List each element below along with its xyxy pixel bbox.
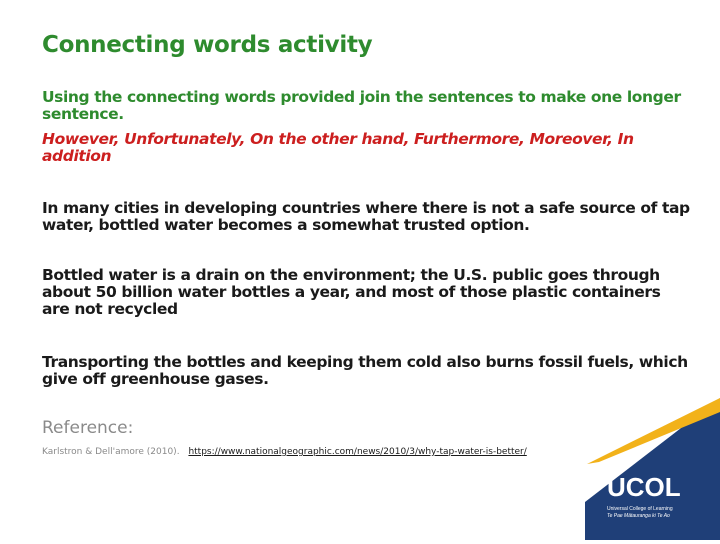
- instructions-text: Using the connecting words provided join the sentences to make one longer sentence.: [42, 88, 681, 123]
- ucol-logo-graphic: [585, 398, 720, 540]
- sentence-2: Bottled water is a drain on the environment; the U.S. public goes through about 50 billion water bottles a year, and most of those plastic containers are not recycled: [42, 266, 661, 318]
- logo-wordmark: UCOL: [607, 472, 681, 502]
- logo-line-2: Te Pae Mātauranga ki Te Ao: [607, 513, 670, 519]
- reference-heading: Reference:: [42, 418, 134, 438]
- slide-title: Connecting words activity: [42, 32, 373, 58]
- ucol-logo: [585, 398, 720, 540]
- reference-citation: Karlstron & Dell'amore (2010).: [42, 447, 180, 457]
- reference-line: [42, 447, 602, 457]
- sentence-1: In many cities in developing countries where there is not a safe source of tap water, bottled water becomes a somewhat trusted option.: [42, 199, 690, 234]
- reference-link[interactable]: https://www.nationalgeographic.com/news/2010/3/why-tap-water-is-better/: [188, 447, 527, 457]
- logo-line-1: Universal College of Learning: [607, 506, 673, 512]
- connecting-words-list: However, Unfortunately, On the other hand, Furthermore, Moreover, In addition: [42, 130, 634, 165]
- sentence-3: Transporting the bottles and keeping them cold also burns fossil fuels, which give off greenhouse gases.: [42, 353, 688, 388]
